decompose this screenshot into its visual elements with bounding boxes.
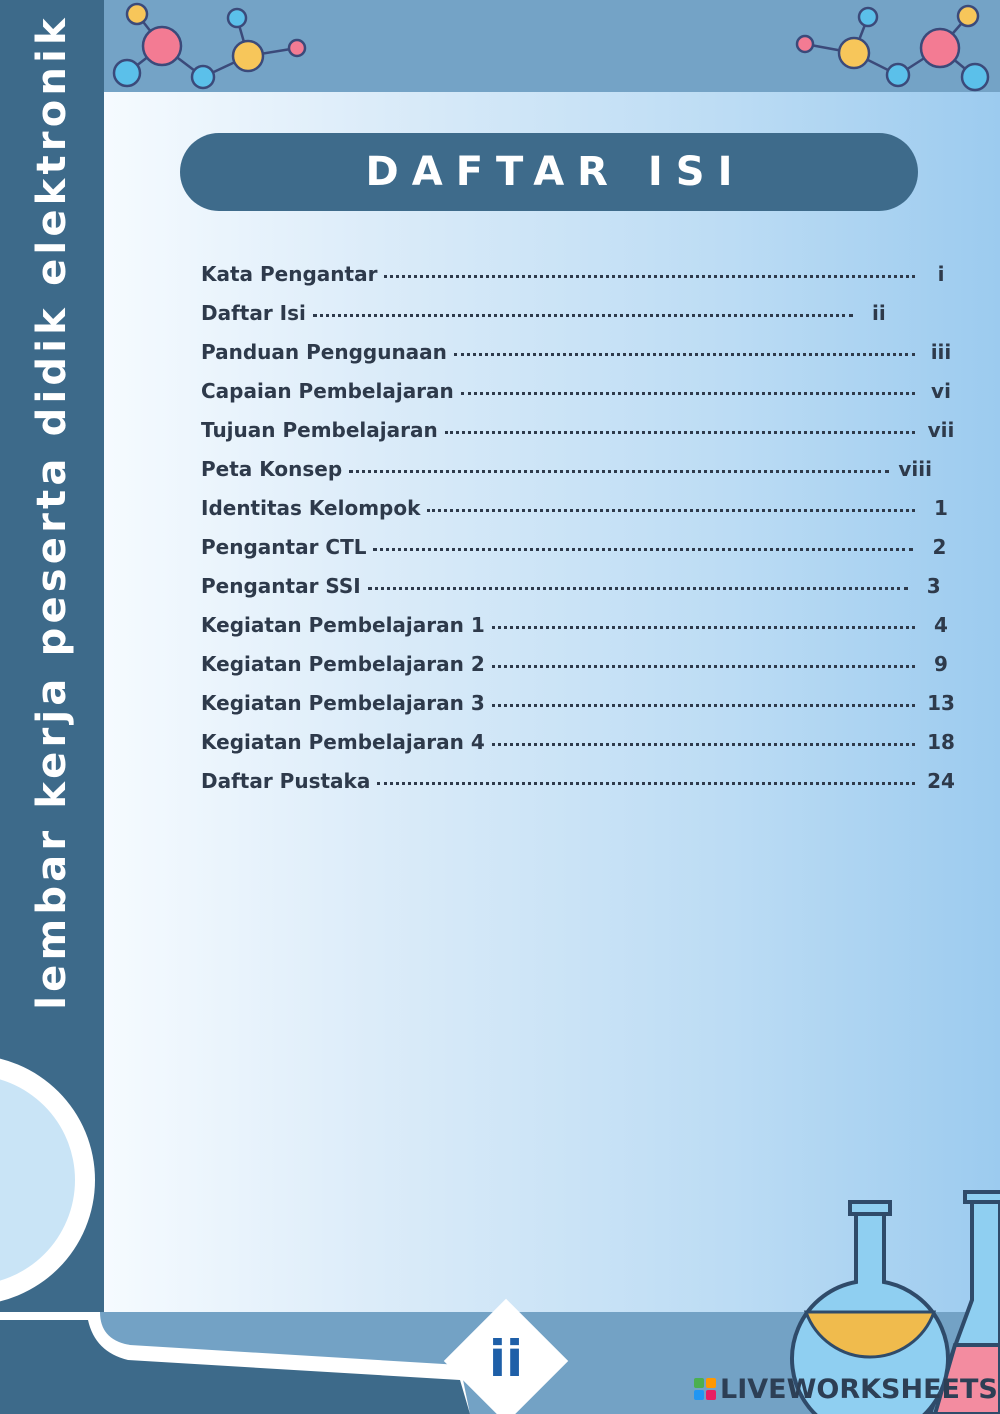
liveworksheets-logo-icon: [694, 1378, 716, 1400]
toc-entry-label: Daftar Pustaka: [201, 769, 371, 793]
watermark-text: LIVEWORKSHEETS: [720, 1373, 998, 1405]
toc-entry-page: 18: [927, 730, 955, 754]
toc-entry-label: Daftar Isi: [201, 301, 306, 325]
toc-entry-label: Capaian Pembelajaran: [201, 379, 454, 403]
toc-entry-label: Identitas Kelompok: [201, 496, 421, 520]
toc-entry-label: Kegiatan Pembelajaran 1: [201, 613, 485, 637]
watermark: [694, 1373, 998, 1405]
toc-entry-label: Peta Konsep: [201, 457, 343, 481]
page-title: DAFTAR ISI: [365, 149, 746, 195]
toc-entry-label: Kegiatan Pembelajaran 4: [201, 730, 485, 754]
toc-entry-page: 9: [934, 652, 948, 676]
toc-entry-page: 4: [934, 613, 948, 637]
sidebar-text: lembar kerja peserta didik elektronik: [29, 14, 75, 1010]
toc-entry-label: Pengantar SSI: [201, 574, 361, 598]
page-number: ii: [488, 1330, 524, 1388]
toc-entry-page: 1: [934, 496, 948, 520]
toc-entry-page: viii: [898, 457, 932, 481]
toc-entry-label: Kegiatan Pembelajaran 3: [201, 691, 485, 715]
toc-entry-page: iii: [930, 340, 952, 364]
toc-entry-page: 2: [932, 535, 947, 559]
toc-entry-label: Kata Pengantar: [201, 262, 378, 286]
toc-entry-page: 13: [927, 691, 955, 715]
toc-entry-page: vii: [927, 418, 955, 442]
toc-entry-label: Tujuan Pembelajaran: [201, 418, 438, 442]
toc-entry-page: vi: [931, 379, 951, 403]
toc-entry-page: i: [937, 262, 945, 286]
toc-entry-label: Panduan Penggunaan: [201, 340, 447, 364]
toc-entry-label: Kegiatan Pembelajaran 2: [201, 652, 485, 676]
toc-entry-label: Pengantar CTL: [201, 535, 367, 559]
toc-entry-page: 24: [927, 769, 955, 793]
toc-entry-page: ii: [872, 301, 886, 325]
toc-entry-page: 3: [926, 574, 941, 598]
